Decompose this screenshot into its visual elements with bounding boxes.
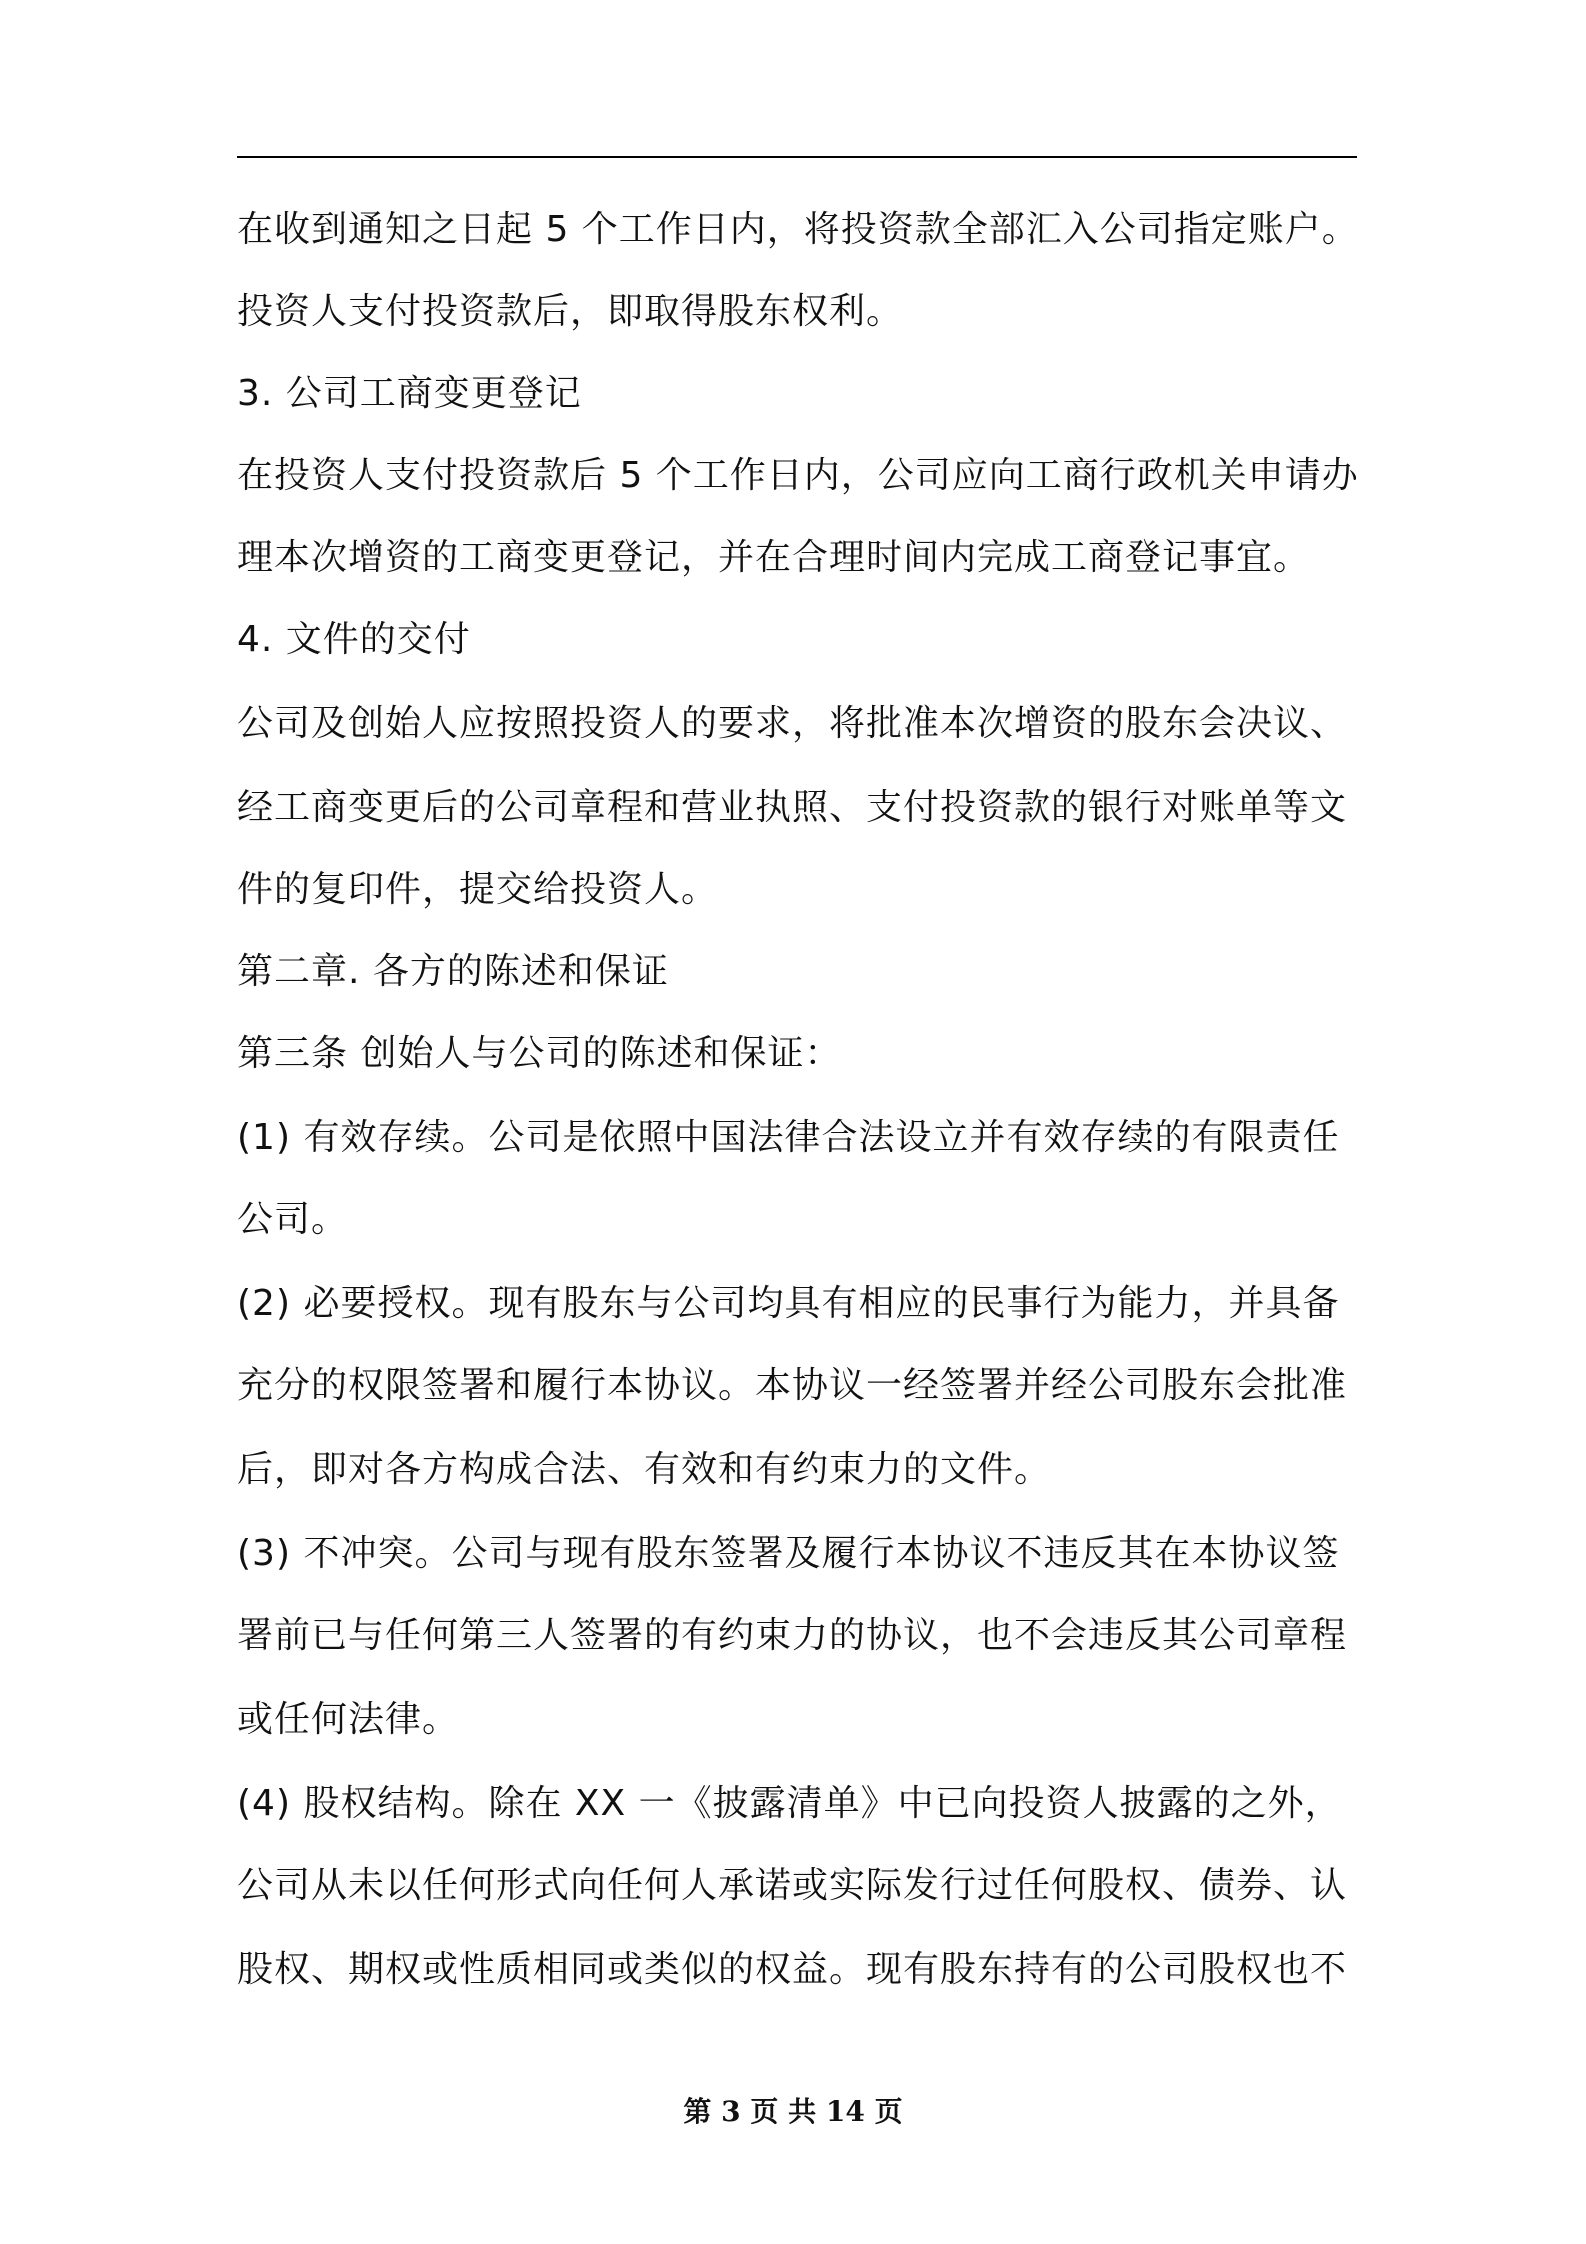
- article-heading: 第三条 创始人与公司的陈述和保证：: [237, 1033, 842, 1074]
- page-number: 第 3 页 共 14 页: [683, 2095, 903, 2128]
- section-heading: 4. 文件的交付: [237, 619, 471, 660]
- text-line: 公司。: [237, 1199, 349, 1240]
- text-line: 充分的权限签署和履行本协议。本协议一经签署并经公司股东会批准: [237, 1365, 1348, 1406]
- text-line: 件的复印件，提交给投资人。: [237, 869, 719, 910]
- chapter-heading: 第二章. 各方的陈述和保证: [237, 951, 669, 992]
- text-line: 经工商变更后的公司章程和营业执照、支付投资款的银行对账单等文: [237, 787, 1348, 828]
- text-line: (2) 必要授权。现有股东与公司均具有相应的民事行为能力，并具备: [237, 1283, 1340, 1324]
- section-heading: 3. 公司工商变更登记: [237, 373, 582, 414]
- text-line: (3) 不冲突。公司与现有股东签署及履行本协议不违反其在本协议签: [237, 1533, 1340, 1574]
- text-line: 股权、期权或性质相同或类似的权益。现有股东持有的公司股权也不: [237, 1949, 1348, 1990]
- text-line: 投资人支付投资款后，即取得股东权利。: [237, 291, 904, 332]
- text-line: 或任何法律。: [237, 1699, 460, 1740]
- text-line: 公司从未以任何形式向任何人承诺或实际发行过任何股权、债券、认: [237, 1865, 1348, 1906]
- text-line: (1) 有效存续。公司是依照中国法律合法设立并有效存续的有限责任: [237, 1117, 1340, 1158]
- text-line: 后，即对各方构成合法、有效和有约束力的文件。: [237, 1449, 1052, 1490]
- text-line: (4) 股权结构。除在 XX 一《披露清单》中已向投资人披露的之外，: [237, 1783, 1342, 1824]
- header-rule: [237, 156, 1357, 158]
- text-line: 理本次增资的工商变更登记，并在合理时间内完成工商登记事宜。: [237, 537, 1311, 578]
- text-line: 署前已与任何第三人签署的有约束力的协议，也不会违反其公司章程: [237, 1615, 1348, 1656]
- text-line: 在收到通知之日起 5 个工作日内，将投资款全部汇入公司指定账户。: [237, 209, 1359, 250]
- text-line: 公司及创始人应按照投资人的要求，将批准本次增资的股东会决议、: [237, 703, 1348, 744]
- text-line: 在投资人支付投资款后 5 个工作日内，公司应向工商行政机关申请办: [237, 455, 1359, 496]
